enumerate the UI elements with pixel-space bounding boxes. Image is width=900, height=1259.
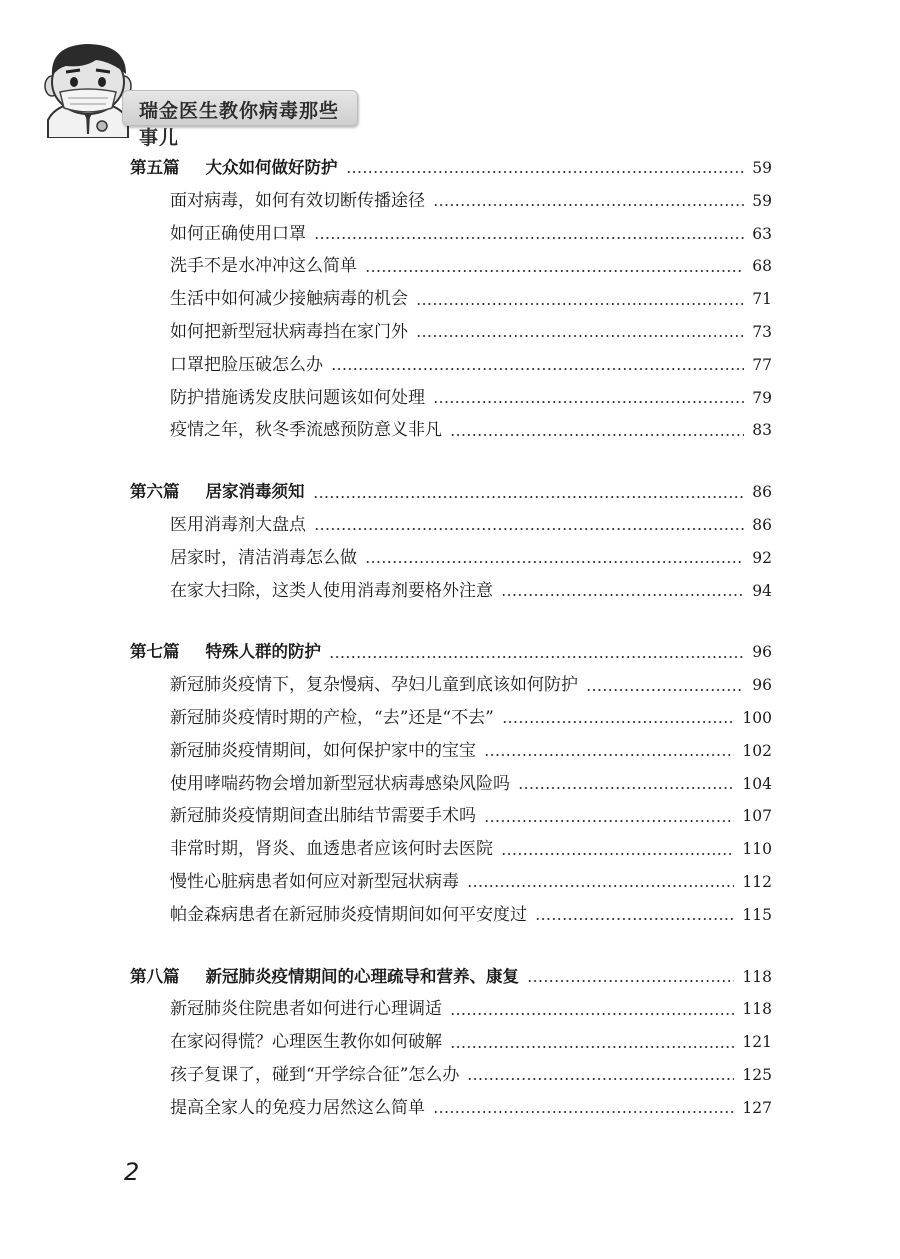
dot-leader [502,721,735,723]
dot-leader [467,1078,734,1080]
toc-entry-row[interactable] [130,866,772,899]
entry-title: 新冠肺炎疫情时期的产检，“去”还是“不去” [170,707,494,728]
toc-entry-row[interactable] [130,542,772,575]
dot-leader [365,270,744,272]
entry-page: 77 [752,355,772,374]
dot-leader [433,401,744,403]
entry-page: 100 [742,708,772,727]
entry-page: 118 [742,1000,772,1019]
toc-chapter-row[interactable] [130,961,772,994]
table-of-contents [130,152,772,1154]
entry-page: 127 [742,1098,772,1117]
toc-entry-row[interactable] [130,1059,772,1092]
entry-title: 医用消毒剂大盘点 [170,514,306,535]
toc-entry-row[interactable] [130,833,772,866]
toc-entry-row[interactable] [130,993,772,1026]
entry-title: 新冠肺炎疫情期间查出肺结节需要手术吗 [170,806,476,827]
chapter-page: 118 [742,967,772,986]
chapter-page: 96 [752,643,772,662]
entry-title: 疫情之年，秋冬季流感预防意义非凡 [170,420,442,441]
entry-page: 121 [742,1033,772,1052]
dot-leader [314,528,744,530]
entry-page: 94 [752,581,772,600]
dot-leader [450,1013,734,1015]
entry-page: 83 [752,421,772,440]
entry-page: 73 [752,322,772,341]
entry-title: 提高全家人的免疫力居然这么简单 [170,1097,425,1118]
toc-section [130,636,772,931]
toc-section [130,476,772,607]
dot-leader [331,368,744,370]
dot-leader [433,1111,734,1113]
toc-entry-row[interactable] [130,349,772,382]
dot-leader [586,689,744,691]
toc-entry-row[interactable] [130,1092,772,1125]
entry-page: 102 [742,741,772,760]
dot-leader [450,434,744,436]
entry-title: 在家闷得慌？心理医生教你如何破解 [170,1032,442,1053]
entry-page: 71 [752,290,772,309]
entry-page: 96 [752,676,772,695]
toc-entry-row[interactable] [130,575,772,608]
entry-page: 104 [742,774,772,793]
toc-entry-row[interactable] [130,316,772,349]
entry-title: 新冠肺炎住院患者如何进行心理调适 [170,999,442,1020]
chapter-title: 新冠肺炎疫情期间的心理疏导和营养、康复 [205,966,519,986]
toc-entry-row[interactable] [130,800,772,833]
chapter-number: 第七篇 [130,642,180,662]
entry-title: 生活中如何减少接触病毒的机会 [170,289,408,310]
entry-title: 面对病毒，如何有效切断传播途径 [170,190,425,211]
entry-page: 79 [752,388,772,407]
entry-title: 使用哮喘药物会增加新型冠状病毒感染风险吗 [170,773,510,794]
entry-title: 居家时，清洁消毒怎么做 [170,547,357,568]
entry-title: 如何正确使用口罩 [170,223,306,244]
entry-title: 口罩把脸压破怎么办 [170,354,323,375]
header-banner [122,90,358,149]
doctor-mascot-icon [40,38,136,138]
dot-leader [416,303,744,305]
dot-leader [501,853,734,855]
entry-page: 92 [752,548,772,567]
entry-title: 非常时期，肾炎、血透患者应该何时去医院 [170,839,493,860]
entry-page: 59 [752,191,772,210]
dot-leader [346,171,745,173]
entry-title: 防护措施诱发皮肤问题该如何处理 [170,387,425,408]
chapter-page: 59 [752,159,772,177]
toc-chapter-row[interactable] [130,476,772,509]
dot-leader [501,594,744,596]
toc-entry-row[interactable] [130,1026,772,1059]
toc-entry-row[interactable] [130,382,772,415]
entry-title: 孩子复课了，碰到“开学综合征”怎么办 [170,1064,460,1085]
entry-page: 115 [742,905,772,924]
entry-title: 如何把新型冠状病毒挡在家门外 [170,321,408,342]
toc-entry-row[interactable] [130,250,772,283]
toc-section [130,961,772,1125]
entry-page: 107 [742,807,772,826]
dot-leader [314,237,744,239]
entry-title: 慢性心脏病患者如何应对新型冠状病毒 [170,871,459,892]
toc-entry-row[interactable] [130,283,772,316]
toc-entry-row[interactable] [130,669,772,702]
dot-leader [365,561,744,563]
entry-title: 新冠肺炎疫情下，复杂慢病、孕妇儿童到底该如何防护 [170,675,578,696]
book-title: 瑞金医生教你病毒那些事儿 [139,100,340,149]
chapter-number: 第六篇 [130,482,180,502]
dot-leader [527,980,734,982]
chapter-number: 第八篇 [130,966,180,986]
entry-title: 洗手不是水冲冲这么简单 [170,256,357,277]
toc-entry-row[interactable] [130,735,772,768]
entry-page: 68 [752,257,772,276]
dot-leader [450,1046,734,1048]
toc-entry-row[interactable] [130,414,772,447]
page-number: 2 [124,1158,140,1186]
toc-entry-row[interactable] [130,768,772,801]
dot-leader [518,787,734,789]
entry-title: 在家大扫除，这类人使用消毒剂要格外注意 [170,580,493,601]
chapter-page: 86 [752,483,772,502]
dot-leader [329,656,744,658]
dot-leader [484,820,734,822]
dot-leader [467,885,734,887]
toc-chapter-row[interactable] [130,636,772,669]
chapter-title: 居家消毒须知 [205,482,305,502]
entry-page: 63 [752,224,772,243]
toc-entry-row[interactable] [130,185,772,218]
chapter-title: 大众如何做好防护 [205,158,338,177]
entry-page: 112 [742,872,772,891]
toc-entry-row[interactable] [130,218,772,251]
dot-leader [484,754,734,756]
dot-leader [535,918,734,920]
toc-entry-row[interactable] [130,509,772,542]
dot-leader [416,335,744,337]
entry-page: 86 [752,515,772,534]
toc-section [130,152,772,447]
entry-title: 帕金森病患者在新冠肺炎疫情期间如何平安度过 [170,904,527,925]
entry-title: 新冠肺炎疫情期间，如何保护家中的宝宝 [170,740,476,761]
entry-page: 110 [742,840,772,859]
toc-entry-row[interactable] [130,899,772,932]
dot-leader [313,496,745,498]
entry-page: 125 [742,1065,772,1084]
chapter-title: 特殊人群的防护 [205,642,321,662]
toc-chapter-row[interactable] [130,152,772,185]
toc-entry-row[interactable] [130,702,772,735]
chapter-number: 第五篇 [130,158,180,177]
page-header [40,38,370,149]
dot-leader [433,204,744,206]
